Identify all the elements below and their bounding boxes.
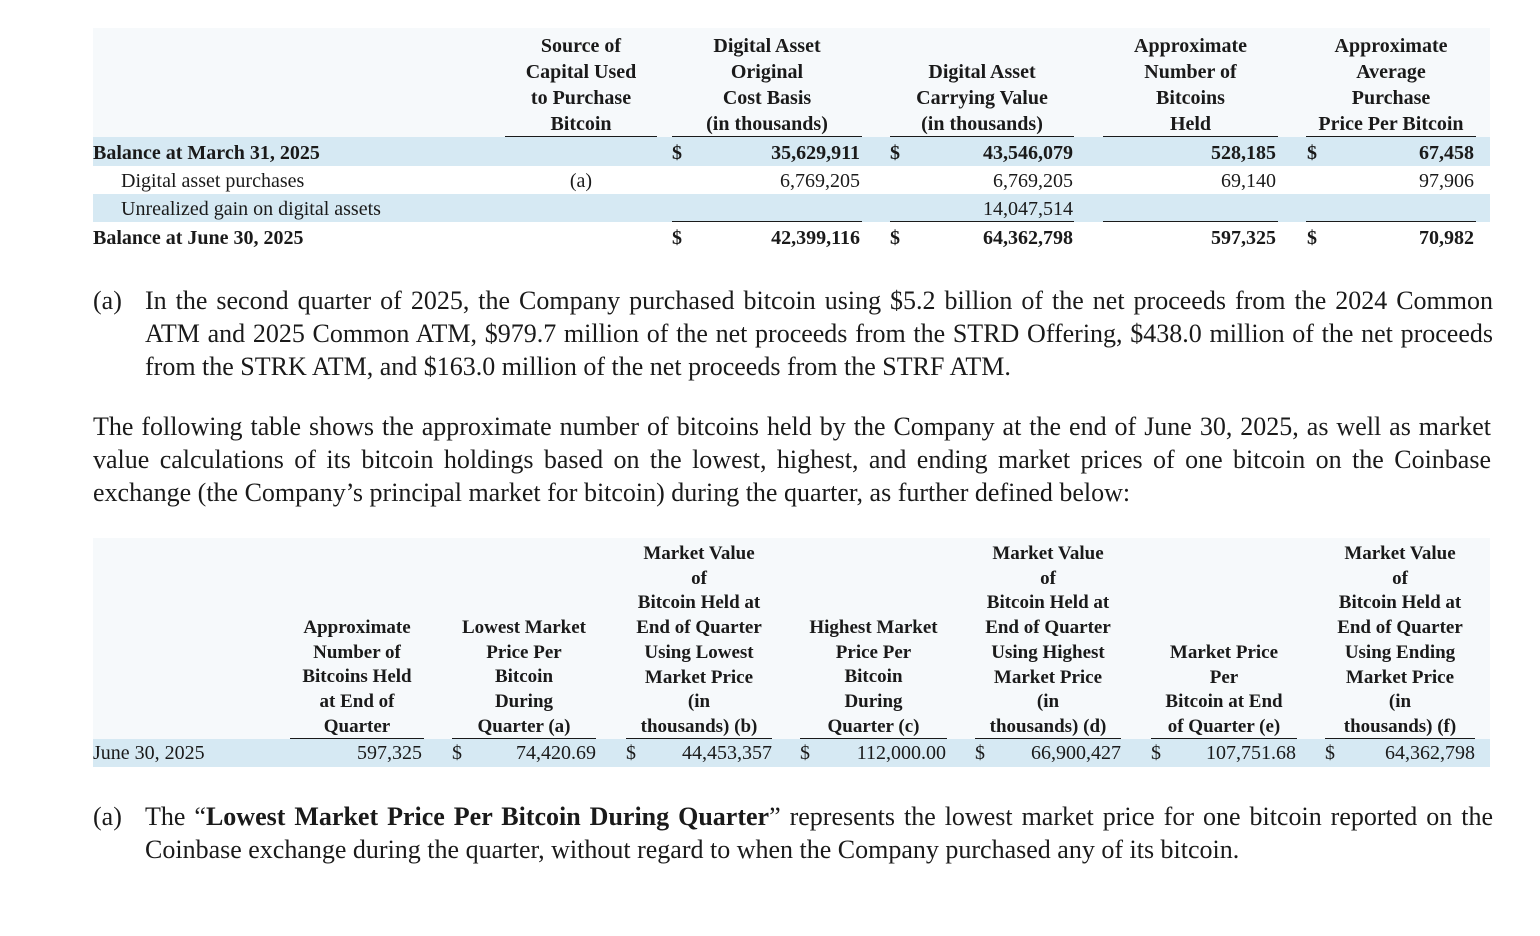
table1-price-value: 97,906 [1419, 170, 1474, 192]
table1-number-value: 528,185 [1211, 142, 1276, 164]
table1-row-label: Unrealized gain on digital assets [121, 198, 381, 220]
table2-mv-highest-value: 66,900,427 [1031, 742, 1121, 764]
table2-end-price-value: 107,751.68 [1206, 742, 1296, 764]
table2-row-label: June 30, 2025 [93, 742, 205, 764]
table2-mv-lowest-value: 44,453,357 [682, 742, 772, 764]
table2-lowest-value: 74,420.69 [516, 742, 596, 764]
table1-row-label: Balance at March 31, 2025 [93, 142, 320, 164]
table1-price-value: 67,458 [1419, 142, 1474, 164]
table1-cost-value: 6,769,205 [780, 170, 860, 192]
table1-price-value: 70,982 [1419, 227, 1474, 249]
table2-header-mv-end: Market Value of Bitcoin Held at End of Quarter Using Ending Market Price (in thousands) (f) [1337, 543, 1463, 737]
table2-header-highest: Highest Market Price Per Bitcoin During Quarter (c) [809, 617, 938, 737]
table2-dollar: $ [975, 742, 985, 764]
footnote-open-quote: The “ [145, 802, 206, 831]
table1-dollar: $ [1307, 227, 1317, 249]
table1-dollar: $ [1307, 142, 1317, 164]
table2-header-mv-highest: Market Value of Bitcoin Held at End of Quarter Using Highest Market Price (in thousands) (d) [985, 543, 1111, 737]
table2-header-lowest: Lowest Market Price Per Bitcoin During Quarter (a) [462, 617, 586, 737]
table1-cost-value: 42,399,116 [771, 227, 860, 249]
table1-header-source: Source of Capital Used to Purchase Bitcoin [525, 35, 637, 135]
table2-held-value: 597,325 [357, 742, 422, 764]
table1-number-value: 69,140 [1221, 170, 1276, 192]
table1-cost-value: 35,629,911 [771, 142, 860, 164]
footnote-rest: ” represents the lowest market price for one bitcoin reported on the Coinbase exchange during the quarter, without regard to when the Company purchased any of its bitcoin. [145, 802, 1494, 864]
table1-dollar: $ [890, 142, 900, 164]
table2-highest-value: 112,000.00 [856, 742, 946, 764]
footnote-label: (a) [93, 286, 122, 315]
table1-row-label: Digital asset purchases [121, 170, 305, 192]
table1-header-cost-basis: Digital Asset Original Cost Basis (in thousands) [706, 35, 828, 135]
table1-header-carrying-value: Digital Asset Carrying Value (in thousands) [916, 61, 1048, 135]
table1-header-number-held: Approximate Number of Bitcoins Held [1134, 35, 1247, 135]
table1-carry-value: 43,546,079 [983, 142, 1073, 164]
table1-header-avg-price: Approximate Average Purchase Price Per Bitcoin [1318, 35, 1464, 135]
table2-dollar: $ [452, 742, 462, 764]
table2-header-mv-lowest: Market Value of Bitcoin Held at End of Quarter Using Lowest Market Price (in thousands) (b) [636, 543, 762, 737]
table2-header-held: Approximate Number of Bitcoins Held at End of Quarter [302, 617, 412, 737]
table2-dollar: $ [800, 742, 810, 764]
table2-mv-end-value: 64,362,798 [1385, 742, 1475, 764]
table2-dollar: $ [1151, 742, 1161, 764]
table2-header-end-price: Market Price Per Bitcoin at End of Quarter (e) [1165, 642, 1283, 738]
table1-carry-value: 64,362,798 [983, 227, 1073, 249]
table1-source-value: (a) [569, 170, 593, 192]
table1-dollar: $ [890, 227, 900, 249]
intro-paragraph: The following table shows the approximate number of bitcoins held by the Company at the end of June 30, 2025, as well as market value calculations of its bitcoin holdings based on the lowest, highest, and ending market prices of one bitcoin on the Coinbase exchange (the Company’s principal market for bitcoin) during the quarter, as further defined below: [93, 412, 1491, 507]
table1-carry-value: 14,047,514 [983, 198, 1073, 220]
footnote-a-definition [145, 800, 1493, 866]
table2-dollar: $ [626, 742, 636, 764]
table1-dollar: $ [672, 227, 682, 249]
footnote-label: (a) [93, 802, 122, 831]
footnote-bold-term: Lowest Market Price Per Bitcoin During Quarter [205, 802, 770, 831]
table1-row-label: Balance at June 30, 2025 [93, 227, 304, 249]
table1-carry-value: 6,769,205 [993, 170, 1073, 192]
table1-number-value: 597,325 [1211, 227, 1276, 249]
table1-dollar: $ [672, 142, 682, 164]
footnote-a-text: In the second quarter of 2025, the Company purchased bitcoin using $5.2 billion of the net proceeds from the 2024 Common ATM and 2025 Common ATM, $979.7 million of the net proceeds from the STRD Offering, $438.0 million of the net proceeds from the STRK ATM, and $163.0 million of the net proceeds from the STRF ATM. [145, 286, 1493, 381]
table2-dollar: $ [1325, 742, 1335, 764]
